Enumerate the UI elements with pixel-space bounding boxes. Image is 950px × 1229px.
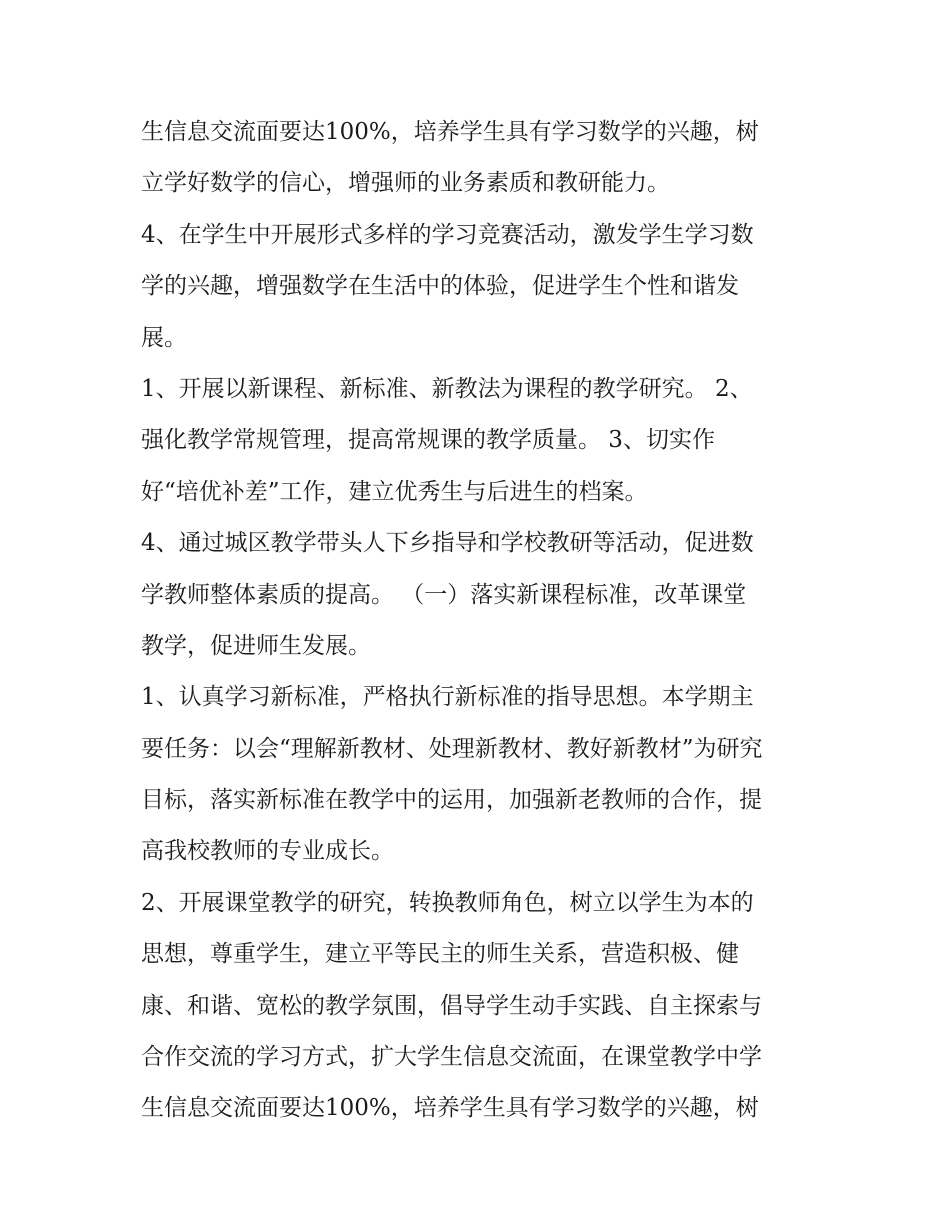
text-line: 好“培优补差”工作，建立优秀生与后进生的档案。 xyxy=(141,478,648,505)
text-line: 2、开展课堂教学的研究，转换教师角色，树立以学生为本的 xyxy=(141,889,754,916)
text-line: 4、在学生中开展形式多样的学习竞赛活动，激发学生学习数 xyxy=(141,221,754,248)
text-line: 学教师整体素质的提高。 （一）落实新课程标准，改革课堂 xyxy=(141,581,747,608)
document-body xyxy=(141,107,821,1135)
text-line: 要任务：以会“理解新教材、处理新教材、教好新教材”为研究 xyxy=(141,735,763,762)
text-line: 高我校教师的专业成长。 xyxy=(141,838,394,865)
text-line: 生信息交流面要达100%，培养学生具有学习数学的兴趣，树 xyxy=(141,119,759,145)
text-line: 强化教学常规管理，提高常规课的教学质量。 3、切实作 xyxy=(141,427,715,454)
text-line: 教学，促进师生发展。 xyxy=(141,632,371,659)
text-line: 4、通过城区教学带头人下乡指导和学校教研等活动，促进数 xyxy=(141,530,754,557)
text-line: 思想，尊重学生，建立平等民主的师生关系，营造积极、健 xyxy=(141,941,739,968)
text-line: 合作交流的学习方式，扩大学生信息交流面，在课堂教学中学 xyxy=(141,1044,762,1071)
text-line: 目标，落实新标准在教学中的运用，加强新老教师的合作，提 xyxy=(141,787,762,814)
text-line: 生信息交流面要达100%，培养学生具有学习数学的兴趣，树 xyxy=(141,1095,759,1122)
text-line: 康、和谐、宽松的教学氛围，倡导学生动手实践、自主探索与 xyxy=(141,992,762,1019)
text-line: 学的兴趣，增强数学在生活中的体验，促进学生个性和谐发 xyxy=(141,273,739,300)
text-line: 展。 xyxy=(141,324,187,351)
text-line: 立学好数学的信心，增强师的业务素质和教研能力。 xyxy=(141,170,670,197)
text-line: 1、开展以新课程、新标准、新教法为课程的教学研究。 2、 xyxy=(141,375,753,402)
text-line: 1、认真学习新标准，严格执行新标准的指导思想。本学期主 xyxy=(141,684,754,711)
